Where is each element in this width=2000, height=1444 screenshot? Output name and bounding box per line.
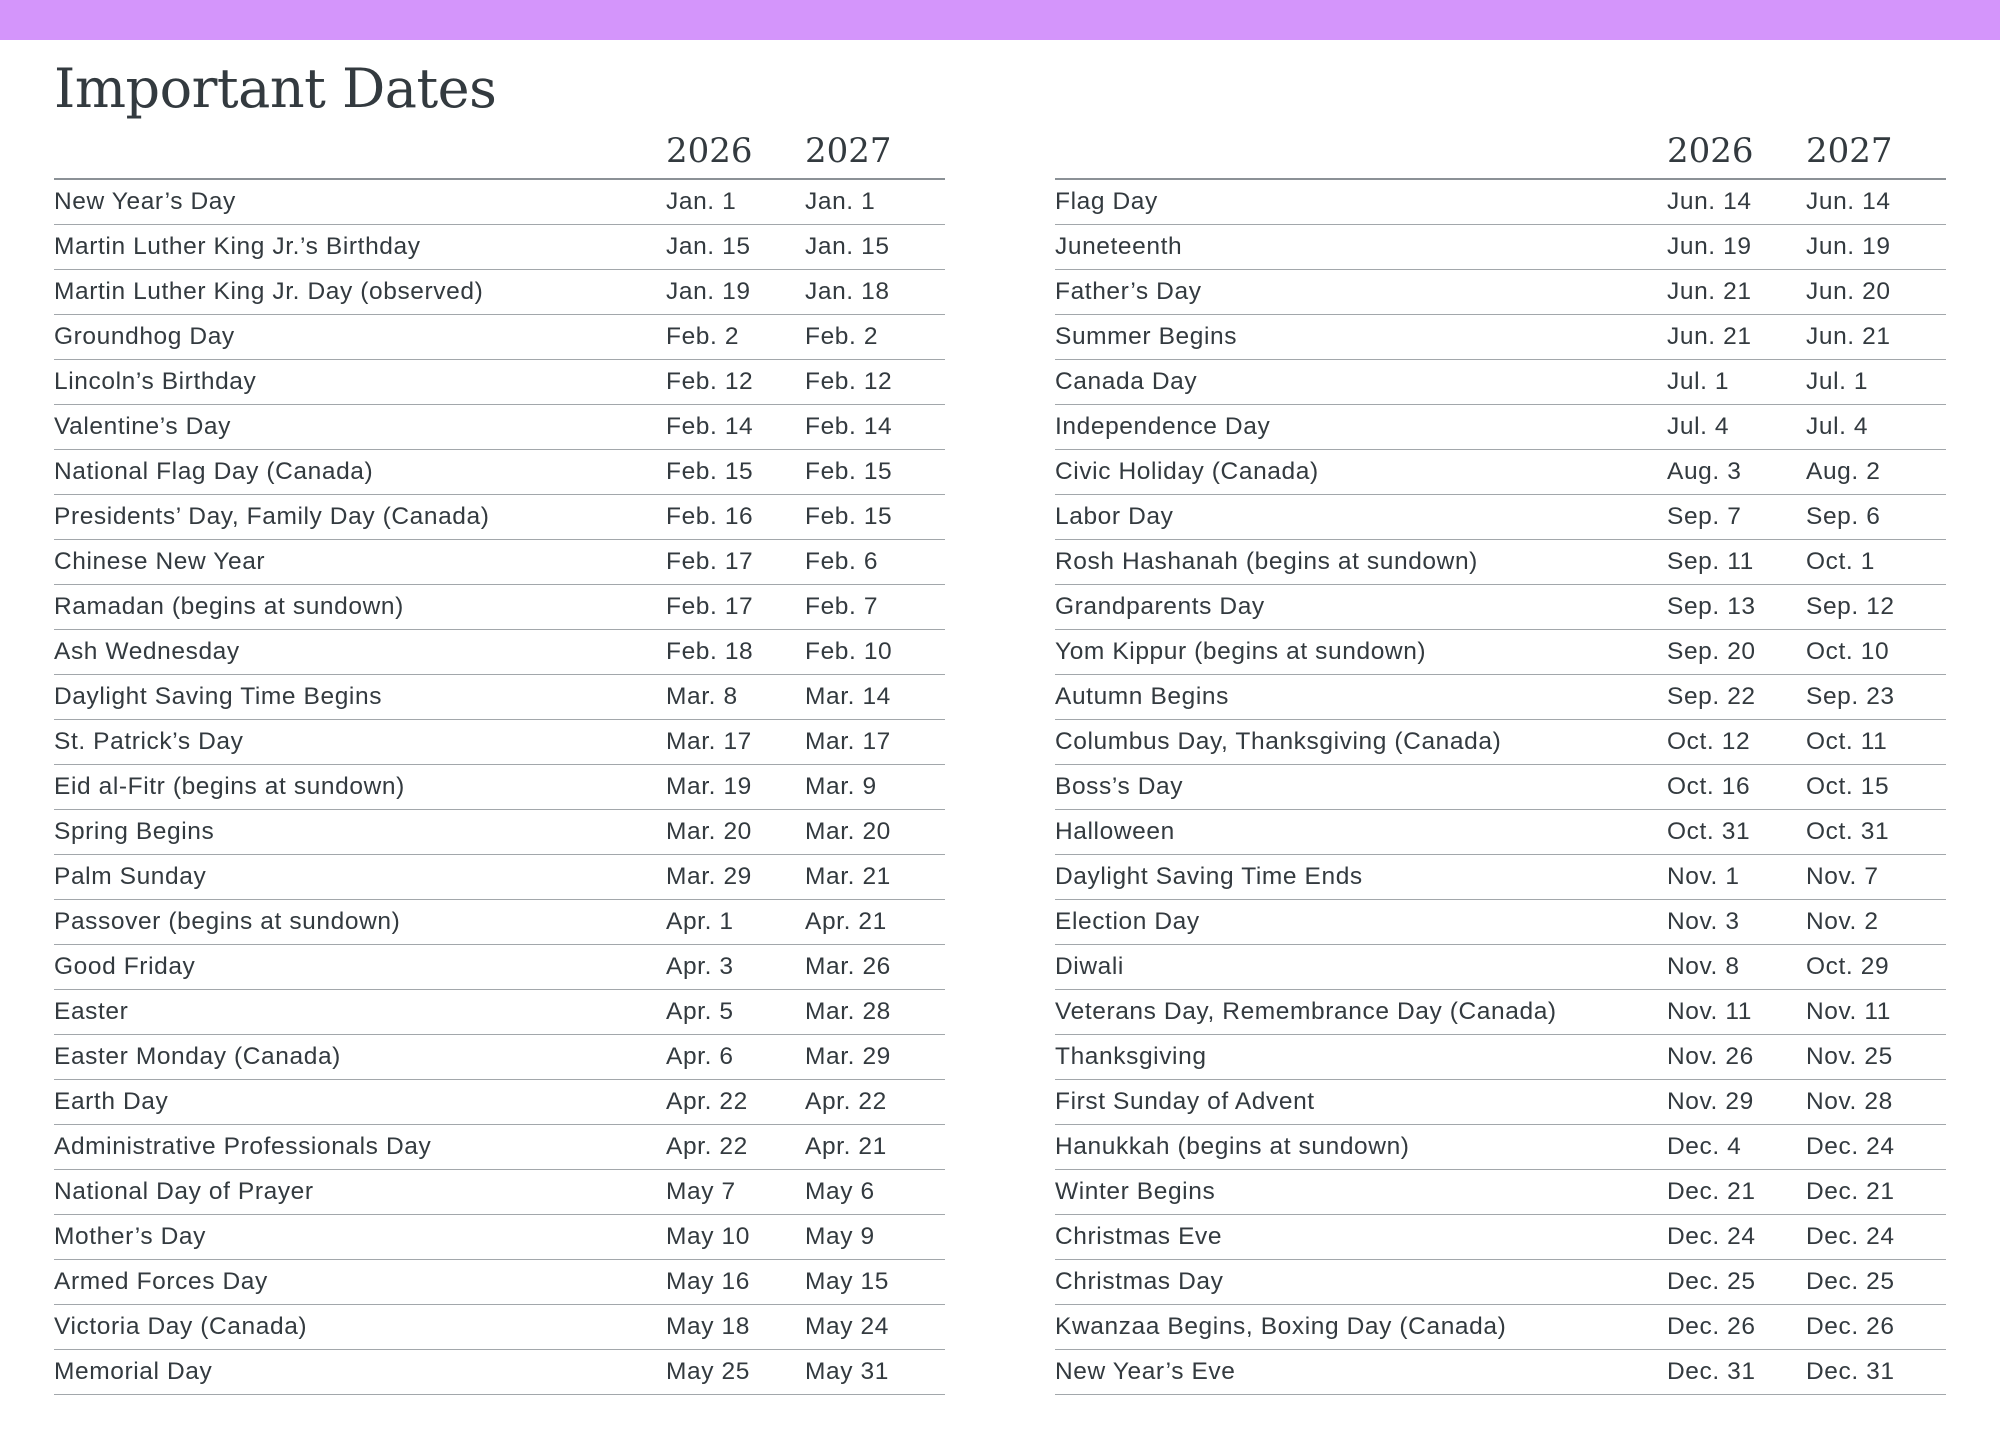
date-2026: Jul. 4 <box>1667 413 1730 440</box>
date-2027: Feb. 7 <box>805 593 879 620</box>
date-2027: Oct. 29 <box>1806 953 1890 980</box>
table-row <box>54 1260 945 1305</box>
date-2026: Dec. 25 <box>1667 1268 1756 1295</box>
date-2026: Apr. 22 <box>666 1088 748 1115</box>
date-2027: Sep. 23 <box>1806 683 1895 710</box>
holiday-name: Easter <box>54 998 129 1025</box>
date-2027: Jul. 4 <box>1806 413 1869 440</box>
table-row <box>54 1350 945 1395</box>
date-2027: Apr. 22 <box>805 1088 887 1115</box>
holiday-name: Juneteenth <box>1055 233 1183 260</box>
holiday-name: Good Friday <box>54 953 196 980</box>
date-2026: Jan. 19 <box>666 278 751 305</box>
date-2026: Nov. 26 <box>1667 1043 1754 1070</box>
date-2027: Mar. 14 <box>805 683 891 710</box>
date-2026: Dec. 24 <box>1667 1223 1756 1250</box>
date-2027: Feb. 2 <box>805 323 879 350</box>
date-2027: Oct. 1 <box>1806 548 1875 575</box>
table-row <box>1055 1260 1946 1305</box>
date-2026: Apr. 1 <box>666 908 734 935</box>
holiday-name: Yom Kippur (begins at sundown) <box>1055 638 1427 665</box>
date-2026: Feb. 15 <box>666 458 754 485</box>
date-2027: Oct. 15 <box>1806 773 1890 800</box>
table-row <box>54 675 945 720</box>
date-2026: Mar. 17 <box>666 728 752 755</box>
holiday-name: Spring Begins <box>54 818 215 845</box>
table-body <box>1055 180 1946 1395</box>
holiday-name: Boss’s Day <box>1055 773 1184 800</box>
holiday-name: Palm Sunday <box>54 863 207 890</box>
date-2027: Nov. 2 <box>1806 908 1879 935</box>
holiday-name: Labor Day <box>1055 503 1174 530</box>
date-2026: May 7 <box>666 1178 736 1205</box>
holiday-name: Presidents’ Day, Family Day (Canada) <box>54 503 490 530</box>
holiday-name: Memorial Day <box>54 1358 213 1385</box>
date-2026: Feb. 14 <box>666 413 754 440</box>
date-2026: Feb. 17 <box>666 593 754 620</box>
year-header-2027: 2027 <box>805 131 892 171</box>
holiday-name: New Year’s Day <box>54 188 236 215</box>
holiday-name: Earth Day <box>54 1088 169 1115</box>
date-2027: Mar. 29 <box>805 1043 891 1070</box>
date-2027: Sep. 12 <box>1806 593 1895 620</box>
table-row <box>1055 1125 1946 1170</box>
date-2027: May 24 <box>805 1313 889 1340</box>
table-row <box>54 450 945 495</box>
date-2027: Feb. 14 <box>805 413 893 440</box>
table-row <box>1055 450 1946 495</box>
holiday-name: First Sunday of Advent <box>1055 1088 1315 1115</box>
date-2026: Apr. 6 <box>666 1043 734 1070</box>
date-2026: Sep. 13 <box>1667 593 1756 620</box>
table-row <box>54 630 945 675</box>
date-2026: Dec. 4 <box>1667 1133 1742 1160</box>
date-2026: Apr. 3 <box>666 953 734 980</box>
dates-table-left <box>54 128 945 1395</box>
table-row <box>54 585 945 630</box>
year-header-2027: 2027 <box>1806 131 1893 171</box>
date-2026: May 16 <box>666 1268 750 1295</box>
date-2026: Jan. 15 <box>666 233 751 260</box>
date-2027: Jan. 18 <box>805 278 890 305</box>
date-2027: Nov. 25 <box>1806 1043 1893 1070</box>
date-2026: Oct. 12 <box>1667 728 1751 755</box>
date-2026: Feb. 12 <box>666 368 754 395</box>
date-2027: Oct. 11 <box>1806 728 1888 755</box>
date-2027: Sep. 6 <box>1806 503 1881 530</box>
date-2026: Dec. 21 <box>1667 1178 1756 1205</box>
date-2026: Dec. 31 <box>1667 1358 1756 1385</box>
holiday-name: Father’s Day <box>1055 278 1202 305</box>
date-2027: Dec. 24 <box>1806 1223 1895 1250</box>
holiday-name: Daylight Saving Time Ends <box>1055 863 1363 890</box>
holiday-name: Christmas Eve <box>1055 1223 1223 1250</box>
date-2026: Feb. 17 <box>666 548 754 575</box>
date-2027: Mar. 21 <box>805 863 891 890</box>
date-2026: Feb. 2 <box>666 323 740 350</box>
date-2026: Feb. 18 <box>666 638 754 665</box>
date-2026: Sep. 20 <box>1667 638 1756 665</box>
holiday-name: Rosh Hashanah (begins at sundown) <box>1055 548 1478 575</box>
date-2027: May 15 <box>805 1268 889 1295</box>
holiday-name: Hanukkah (begins at sundown) <box>1055 1133 1410 1160</box>
date-2027: Jan. 15 <box>805 233 890 260</box>
table-row <box>54 1215 945 1260</box>
date-2026: Jan. 1 <box>666 188 737 215</box>
year-header-2026: 2026 <box>1667 131 1754 171</box>
table-row <box>54 1305 945 1350</box>
holiday-name: Victoria Day (Canada) <box>54 1313 308 1340</box>
date-2027: Mar. 17 <box>805 728 891 755</box>
table-row <box>54 270 945 315</box>
date-2027: Nov. 7 <box>1806 863 1879 890</box>
date-2027: Oct. 31 <box>1806 818 1890 845</box>
date-2026: Sep. 7 <box>1667 503 1742 530</box>
table-row <box>1055 675 1946 720</box>
table-row <box>1055 360 1946 405</box>
holiday-name: Chinese New Year <box>54 548 266 575</box>
table-row <box>54 180 945 225</box>
date-2027: Nov. 11 <box>1806 998 1891 1025</box>
table-row <box>1055 1080 1946 1125</box>
date-2027: May 9 <box>805 1223 875 1250</box>
holiday-name: Lincoln’s Birthday <box>54 368 257 395</box>
date-2026: Nov. 8 <box>1667 953 1740 980</box>
date-2027: Dec. 25 <box>1806 1268 1895 1295</box>
table-row <box>1055 405 1946 450</box>
holiday-name: Election Day <box>1055 908 1200 935</box>
date-2027: Mar. 28 <box>805 998 891 1025</box>
holiday-name: New Year’s Eve <box>1055 1358 1236 1385</box>
table-row <box>1055 270 1946 315</box>
holiday-name: St. Patrick’s Day <box>54 728 244 755</box>
table-header <box>1055 128 1946 180</box>
table-body <box>54 180 945 1395</box>
table-row <box>54 360 945 405</box>
table-row <box>1055 1215 1946 1260</box>
date-2027: Nov. 28 <box>1806 1088 1893 1115</box>
table-row <box>1055 225 1946 270</box>
date-2026: Sep. 22 <box>1667 683 1756 710</box>
holiday-name: Columbus Day, Thanksgiving (Canada) <box>1055 728 1502 755</box>
date-2027: Feb. 6 <box>805 548 879 575</box>
holiday-name: Groundhog Day <box>54 323 235 350</box>
table-row <box>1055 630 1946 675</box>
table-row <box>54 1125 945 1170</box>
date-2027: Dec. 26 <box>1806 1313 1895 1340</box>
table-row <box>1055 315 1946 360</box>
date-2026: Apr. 5 <box>666 998 734 1025</box>
table-row <box>1055 495 1946 540</box>
table-row <box>54 315 945 360</box>
holiday-name: Valentine’s Day <box>54 413 231 440</box>
date-2026: Aug. 3 <box>1667 458 1742 485</box>
holiday-name: Armed Forces Day <box>54 1268 268 1295</box>
date-2027: Mar. 20 <box>805 818 891 845</box>
date-2026: Jun. 19 <box>1667 233 1752 260</box>
date-2026: Mar. 20 <box>666 818 752 845</box>
holiday-name: Civic Holiday (Canada) <box>1055 458 1319 485</box>
table-row <box>54 225 945 270</box>
date-2027: Feb. 15 <box>805 503 893 530</box>
table-row <box>54 1170 945 1215</box>
date-2027: Apr. 21 <box>805 908 887 935</box>
table-row <box>1055 540 1946 585</box>
date-2026: May 18 <box>666 1313 750 1340</box>
date-2026: Apr. 22 <box>666 1133 748 1160</box>
holiday-name: Daylight Saving Time Begins <box>54 683 383 710</box>
date-2026: Nov. 29 <box>1667 1088 1754 1115</box>
table-row <box>1055 855 1946 900</box>
table-row <box>1055 180 1946 225</box>
table-row <box>54 495 945 540</box>
date-2026: Oct. 16 <box>1667 773 1751 800</box>
date-2027: Dec. 31 <box>1806 1358 1895 1385</box>
table-row <box>1055 810 1946 855</box>
date-2027: Feb. 12 <box>805 368 893 395</box>
holiday-name: Autumn Begins <box>1055 683 1229 710</box>
date-2026: Mar. 8 <box>666 683 738 710</box>
holiday-name: Thanksgiving <box>1055 1043 1207 1070</box>
year-header-2026: 2026 <box>666 131 753 171</box>
holiday-name: Independence Day <box>1055 413 1271 440</box>
holiday-name: Diwali <box>1055 953 1124 980</box>
date-2027: Jun. 14 <box>1806 188 1891 215</box>
holiday-name: Mother’s Day <box>54 1223 206 1250</box>
date-2027: Dec. 24 <box>1806 1133 1895 1160</box>
table-row <box>1055 1305 1946 1350</box>
date-2026: Jun. 21 <box>1667 278 1752 305</box>
table-row <box>54 405 945 450</box>
holiday-name: Eid al-Fitr (begins at sundown) <box>54 773 405 800</box>
table-header <box>54 128 945 180</box>
date-2026: Mar. 19 <box>666 773 752 800</box>
date-2026: Feb. 16 <box>666 503 754 530</box>
date-2027: Jan. 1 <box>805 188 876 215</box>
date-2027: Jul. 1 <box>1806 368 1869 395</box>
date-2026: May 10 <box>666 1223 750 1250</box>
holiday-name: Winter Begins <box>1055 1178 1216 1205</box>
date-2027: May 6 <box>805 1178 875 1205</box>
table-row <box>54 540 945 585</box>
holiday-name: Ash Wednesday <box>54 638 240 665</box>
holiday-name: Canada Day <box>1055 368 1198 395</box>
date-2026: Nov. 1 <box>1667 863 1740 890</box>
date-2026: Sep. 11 <box>1667 548 1754 575</box>
holiday-name: Grandparents Day <box>1055 593 1265 620</box>
holiday-name: Flag Day <box>1055 188 1158 215</box>
holiday-name: Easter Monday (Canada) <box>54 1043 341 1070</box>
date-2027: Mar. 26 <box>805 953 891 980</box>
table-row <box>54 765 945 810</box>
date-2026: Mar. 29 <box>666 863 752 890</box>
date-2026: May 25 <box>666 1358 750 1385</box>
date-2027: Oct. 10 <box>1806 638 1890 665</box>
holiday-name: Summer Begins <box>1055 323 1238 350</box>
date-2026: Jul. 1 <box>1667 368 1730 395</box>
date-2027: May 31 <box>805 1358 889 1385</box>
table-row <box>1055 1035 1946 1080</box>
table-row <box>54 1080 945 1125</box>
table-row <box>1055 585 1946 630</box>
holiday-name: National Flag Day (Canada) <box>54 458 374 485</box>
date-2027: Jun. 19 <box>1806 233 1891 260</box>
table-row <box>1055 990 1946 1035</box>
table-row <box>54 855 945 900</box>
dates-table-right <box>1055 128 1946 1395</box>
date-2027: Aug. 2 <box>1806 458 1881 485</box>
date-2027: Feb. 10 <box>805 638 893 665</box>
table-row <box>1055 945 1946 990</box>
table-row <box>1055 765 1946 810</box>
holiday-name: Christmas Day <box>1055 1268 1224 1295</box>
date-2027: Jun. 21 <box>1806 323 1891 350</box>
date-2027: Feb. 15 <box>805 458 893 485</box>
date-2027: Mar. 9 <box>805 773 877 800</box>
table-row <box>54 990 945 1035</box>
date-2026: Jun. 14 <box>1667 188 1752 215</box>
date-2026: Nov. 11 <box>1667 998 1752 1025</box>
table-row <box>1055 1170 1946 1215</box>
holiday-name: Veterans Day, Remembrance Day (Canada) <box>1055 998 1557 1025</box>
holiday-name: Martin Luther King Jr. Day (observed) <box>54 278 484 305</box>
date-2027: Apr. 21 <box>805 1133 887 1160</box>
holiday-name: Ramadan (begins at sundown) <box>54 593 404 620</box>
date-2027: Jun. 20 <box>1806 278 1891 305</box>
top-accent-band <box>0 0 2000 40</box>
holiday-name: National Day of Prayer <box>54 1178 314 1205</box>
date-2026: Oct. 31 <box>1667 818 1751 845</box>
date-2026: Nov. 3 <box>1667 908 1740 935</box>
date-2027: Dec. 21 <box>1806 1178 1895 1205</box>
date-2026: Jun. 21 <box>1667 323 1752 350</box>
table-row <box>54 1035 945 1080</box>
table-row <box>54 900 945 945</box>
holiday-name: Halloween <box>1055 818 1175 845</box>
holiday-name: Passover (begins at sundown) <box>54 908 401 935</box>
holiday-name: Kwanzaa Begins, Boxing Day (Canada) <box>1055 1313 1507 1340</box>
table-row <box>54 720 945 765</box>
holiday-name: Administrative Professionals Day <box>54 1133 432 1160</box>
table-row <box>1055 720 1946 765</box>
table-row <box>54 945 945 990</box>
table-row <box>1055 900 1946 945</box>
date-2026: Dec. 26 <box>1667 1313 1756 1340</box>
page-title: Important Dates <box>54 57 497 120</box>
holiday-name: Martin Luther King Jr.’s Birthday <box>54 233 421 260</box>
table-row <box>1055 1350 1946 1395</box>
table-row <box>54 810 945 855</box>
